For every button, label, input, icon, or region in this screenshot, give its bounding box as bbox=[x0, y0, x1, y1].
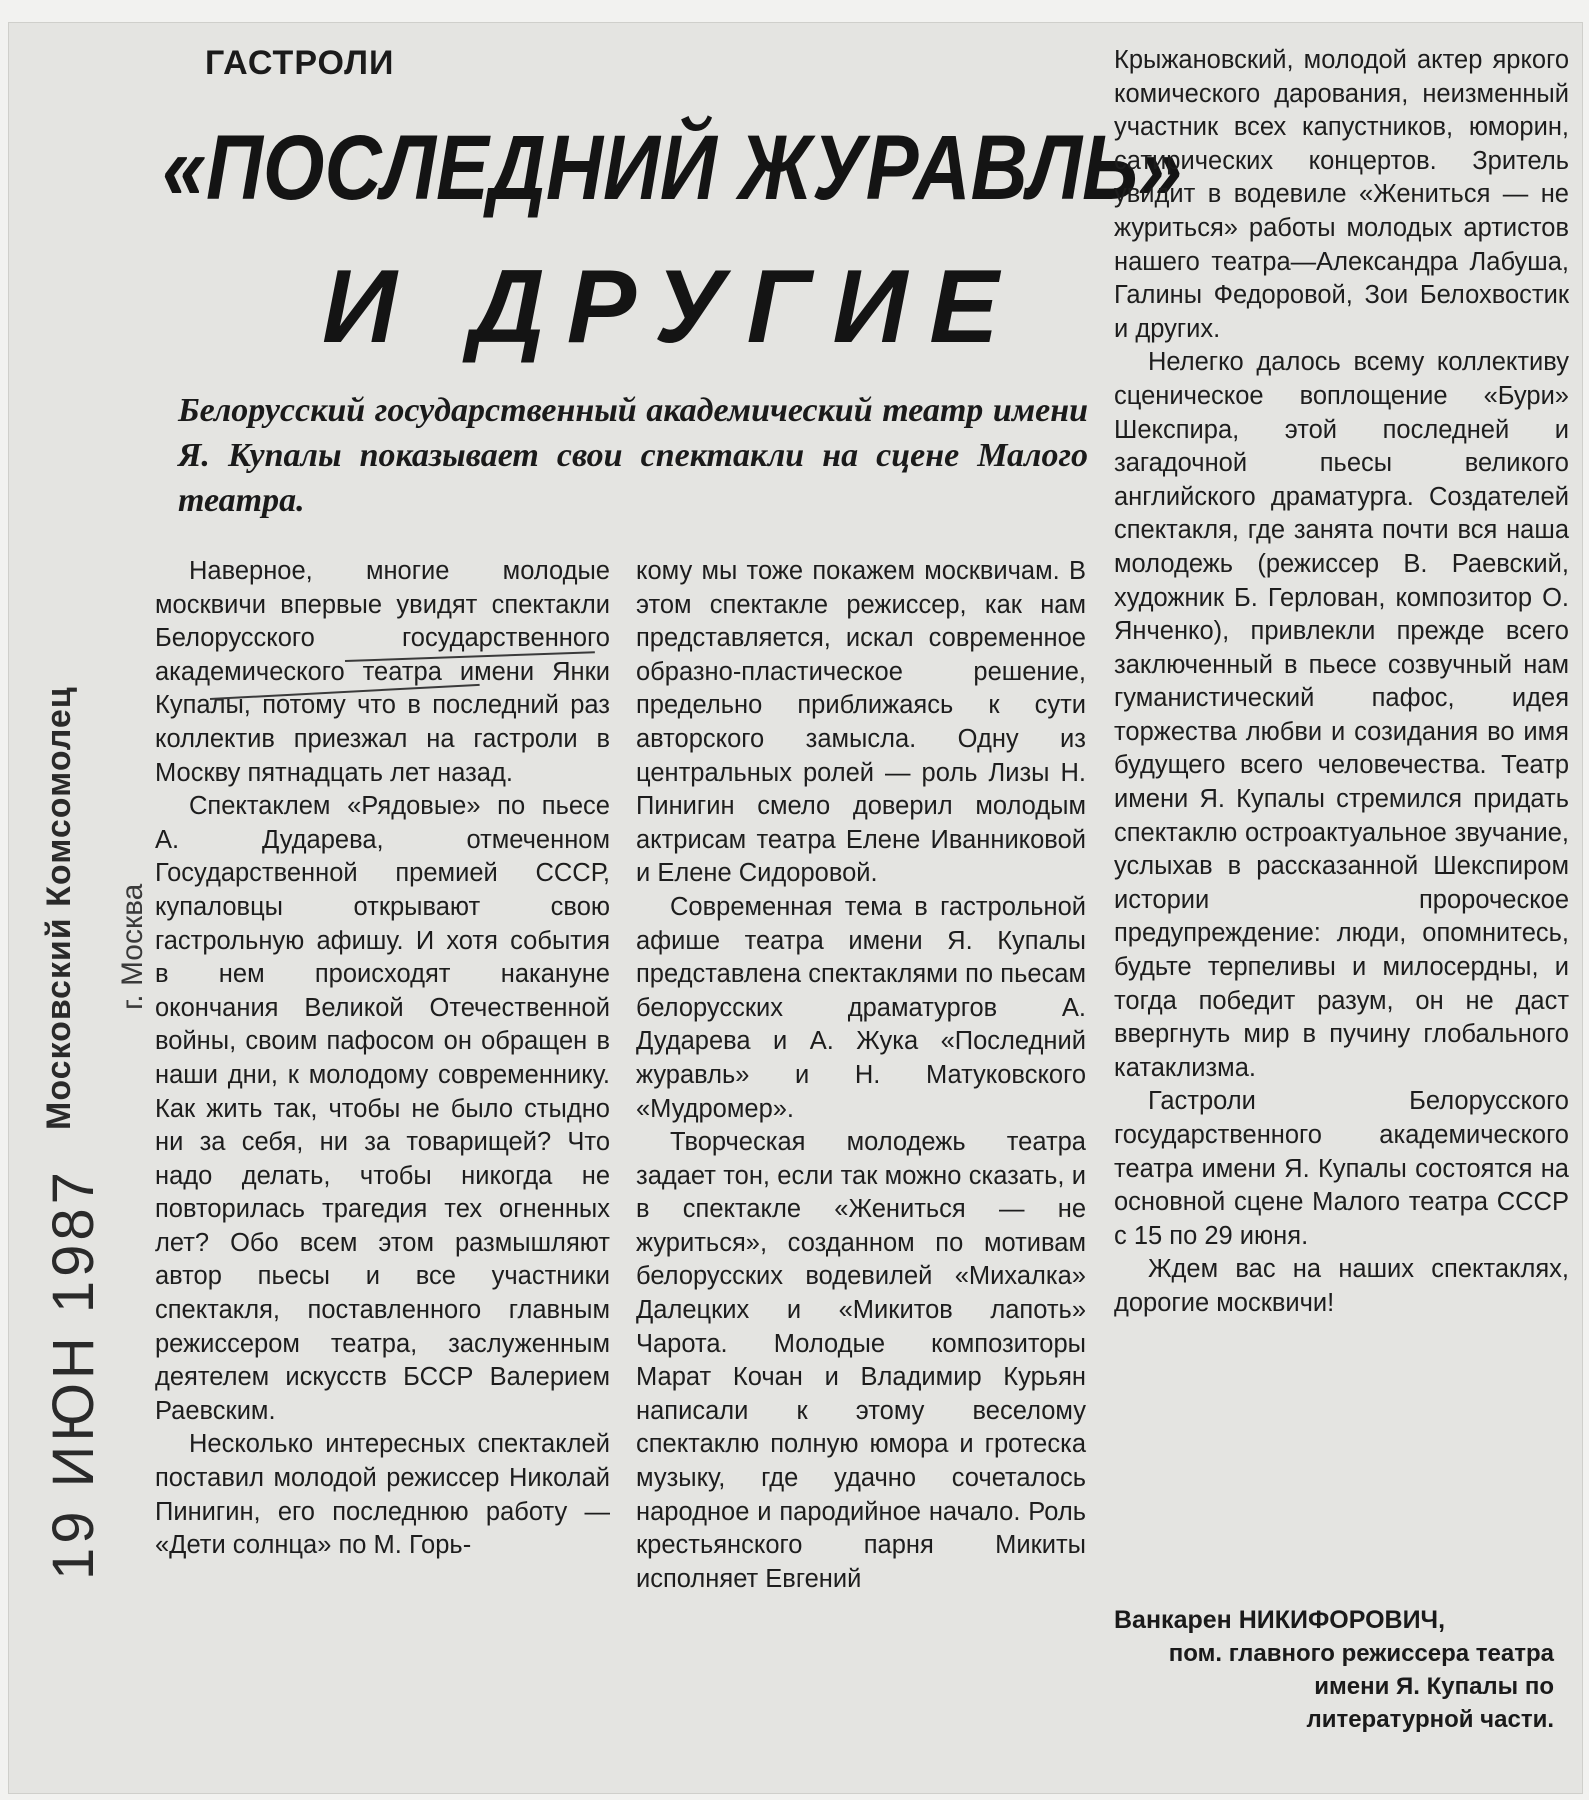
newspaper-stamp: Московский Комсомолец bbox=[40, 686, 78, 1130]
author-role: пом. главного режиссера театра имени Я. Купалы по литературной части. bbox=[1168, 1640, 1554, 1733]
city-stamp: г. Москва bbox=[116, 883, 149, 1010]
paragraph: Ждем вас на наших спектаклях, дорогие москвичи! bbox=[1114, 1255, 1569, 1317]
paragraph: Творческая молодежь театра задает тон, если так можно сказать, и в спектакле «Жениться — не журиться», созданном по мотивам белорусских водевилей «Михалка» Далецких и «Микитов лапоть» Чарота. Молодые композиторы Марат Кочан и Владимир Курьян написали к этому веселому спектаклю полную юмора и гротеска музыку, где удачно сочеталось народное и пародийное начало. Роль крестьянского парня Микиты исполняет Евгений bbox=[636, 1128, 1086, 1593]
author-signature bbox=[1114, 1604, 1554, 1736]
paragraph: Крыжановский, молодой актер яркого комического дарования, неизменный участник всех капустников, юморин, сатирических концертов. Зритель увидит в водевиле «Жениться — не журиться» работы молодых артистов нашего театра—Александра Лабуша, Галины Федоровой, Зои Белохвостик и других. bbox=[1114, 46, 1569, 343]
paragraph: Современная тема в гастрольной афише театра имени Я. Купалы представлена спектаклями по пьесам белорусских драматургов А. Дударева и А. Жука «Последний журавль» и Н. Матуковского «Мудромер». bbox=[636, 892, 1086, 1123]
lead-paragraph: Белорусский государственный академический театр имени Я. Купалы показывает свои спектакли на сцене Малого театра. bbox=[178, 392, 1088, 519]
rubric-label: ГАСТРОЛИ bbox=[205, 44, 395, 82]
headline-line-1: «ПОСЛЕДНИЙ ЖУРАВЛЬ» bbox=[162, 117, 1183, 219]
paragraph: Спектаклем «Рядовые» по пьесе А. Дударева, отмеченном Государственной премией СССР, купаловцы открывают свою гастрольную афишу. И хотя события в нем происходят накануне окончания Великой Отечественной войны, своим пафосом он обращен в наши дни, к молодому современнику. Как жить так, чтобы не было стыдно ни за себя, ни за товарищей? Что надо делать, чтобы никогда не повторилась трагедия тех огненных лет? Обо всем этом размышляют автор пьесы и все участники спектакля, поставленного главным режиссером театра, заслуженным деятелем искусств БССР Валерием Раевским. bbox=[155, 792, 610, 1425]
paragraph: Несколько интересных спектаклей поставил молодой режиссер Николай Пинигин, его последнюю работу — «Дети солнца» по М. Горь- bbox=[155, 1430, 610, 1560]
paragraph: кому мы тоже покажем москвичам. В этом спектакле режиссер, как нам представляется, искал современное образно-пластическое решение, предельно приближаясь к сути авторского замысла. Одну из центральных ролей — роль Лизы Н. Пинигин смело доверил молодым актрисам театра Елене Иванниковой и Елене Сидоровой. bbox=[636, 557, 1086, 888]
article-column-1 bbox=[155, 555, 610, 1563]
paragraph: Наверное, многие молодые москвичи впервые увидят спектакли Белорусского государственного академического театра имени Янки Купалы, потому что в последний раз коллектив приезжал на гастроли в Москву пятнадцать лет назад. bbox=[155, 557, 610, 787]
headline-line-2: И ДРУГИЕ bbox=[322, 249, 1021, 365]
paragraph: Нелегко далось всему коллективу сценическое воплощение «Бури» Шекспира, этой последней и загадочной пьесы великого английского драматурга. Создателей спектакля, где занята почти вся наша молодежь (режиссер В. Раевский, художник Б. Герлован, композитор О. Янченко), привлекли прежде всего заключенный в пьесе созвучный нам гуманистический пафос, идея торжества любви и созидания во имя будущего всего человечества. Театр имени Я. Купалы стремился придать спектаклю остроактуальное звучание, услыхав в рассказанной Шекспиром истории пророческое предупреждение: люди, опомнитесь, будьте терпеливы и милосердны, и тогда победит разум, он не даст ввергнуть мир в пучину глобального катаклизма. bbox=[1114, 348, 1569, 1082]
paragraph: Гастроли Белорусского государственного академического театра имени Я. Купалы состоятся на основной сцене Малого театра СССР с 15 по 29 июня. bbox=[1114, 1087, 1569, 1250]
date-stamp: 19 ИЮН 1987 bbox=[41, 1168, 106, 1580]
author-name: Ванкарен НИКИФОРОВИЧ, bbox=[1114, 1606, 1446, 1634]
article-column-2 bbox=[636, 555, 1086, 1596]
article-column-3 bbox=[1114, 44, 1569, 1321]
